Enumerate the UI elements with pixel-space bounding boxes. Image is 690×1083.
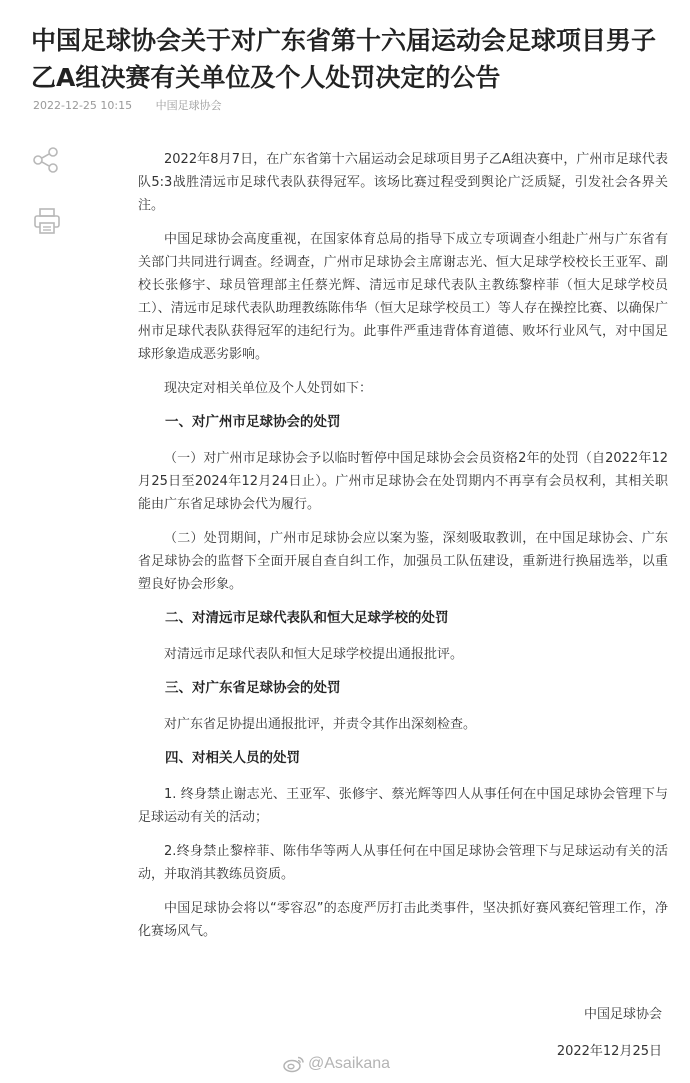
paragraph: 2022年8月7日，在广东省第十六届运动会足球项目男子乙A组决赛中，广州市足球代表队5:3战胜清远市足球代表队获得冠军。该场比赛过程受到舆论广泛质疑，引发社会各界关注。 [138,152,668,213]
weibo-logo-icon [283,1055,305,1073]
section-heading: 四、对相关人员的处罚 [165,750,300,766]
page-title: 中国足球协会关于对广东省第十六届运动会足球项目男子乙A组决赛有关单位及个人处罚决定的公告 [31,26,657,92]
source-label: 中国足球协会 [155,99,222,112]
paragraph: 对广东省足协提出通报批评，并责令其作出深刻检查。 [164,717,477,732]
signature-date: 2022年12月25日 [556,1044,662,1059]
paragraph: 中国足球协会高度重视，在国家体育总局的指导下成立专项调查小组赴广州与广东省有关部门共同进行调查。经调查，广州市足球协会主席谢志光、恒大足球学校校长王亚军、副校长张修宇、球员管理部主任蔡光辉、清远市足球代表队主教练黎梓菲（恒大足球学校员工）、清远市足球代表队助理教练陈伟华（恒大足球学校员工）等人存在操控比赛、以确保广州市足球代表队获得冠军的违纪行为。此事件严重违背体育道德、败坏行业风气，对中国足球形象造成恶劣影响。 [138,232,668,362]
publish-date: 2022-12-25 10:15 [33,99,133,112]
paragraph: 对清远市足球代表队和恒大足球学校提出通报批评。 [164,647,464,662]
share-icon[interactable] [32,146,60,174]
article-body [138,148,668,954]
section-heading: 三、对广东省足球协会的处罚 [165,680,341,696]
print-icon[interactable] [32,206,62,236]
section-heading: 二、对清远市足球代表队和恒大足球学校的处罚 [165,610,449,626]
watermark [283,1055,390,1073]
paragraph: 现决定对相关单位及个人处罚如下： [164,381,373,396]
watermark-text: @Asaikana [308,1055,391,1072]
article-meta [33,97,242,113]
paragraph: （二）处罚期间，广州市足球协会应以案为鉴，深刻吸取教训，在中国足球协会、广东省足球协会的监督下全面开展自查自纠工作，加强员工队伍建设，重新进行换届选举，以重塑良好协会形象。 [138,531,668,592]
paragraph: 2.终身禁止黎梓菲、陈伟华等两人从事任何在中国足球协会管理下与足球运动有关的活动，并取消其教练员资质。 [138,844,668,882]
paragraph: 1. 终身禁止谢志光、王亚军、张修宇、蔡光辉等四人从事任何在中国足球协会管理下与足球运动有关的活动； [138,787,668,825]
paragraph: 中国足球协会将以“零容忍”的态度严厉打击此类事件，坚决抓好赛风赛纪管理工作，净化赛场风气。 [138,901,668,939]
paragraph: （一）对广州市足球协会予以临时暂停中国足球协会会员资格2年的处罚（自2022年12月25日至2024年12月24日止）。广州市足球协会在处罚期内不再享有会员权利，其相关职能由广东省足球协会代为履行。 [138,451,668,512]
signature-org: 中国足球协会 [583,1007,662,1022]
section-heading: 一、对广州市足球协会的处罚 [165,414,341,430]
